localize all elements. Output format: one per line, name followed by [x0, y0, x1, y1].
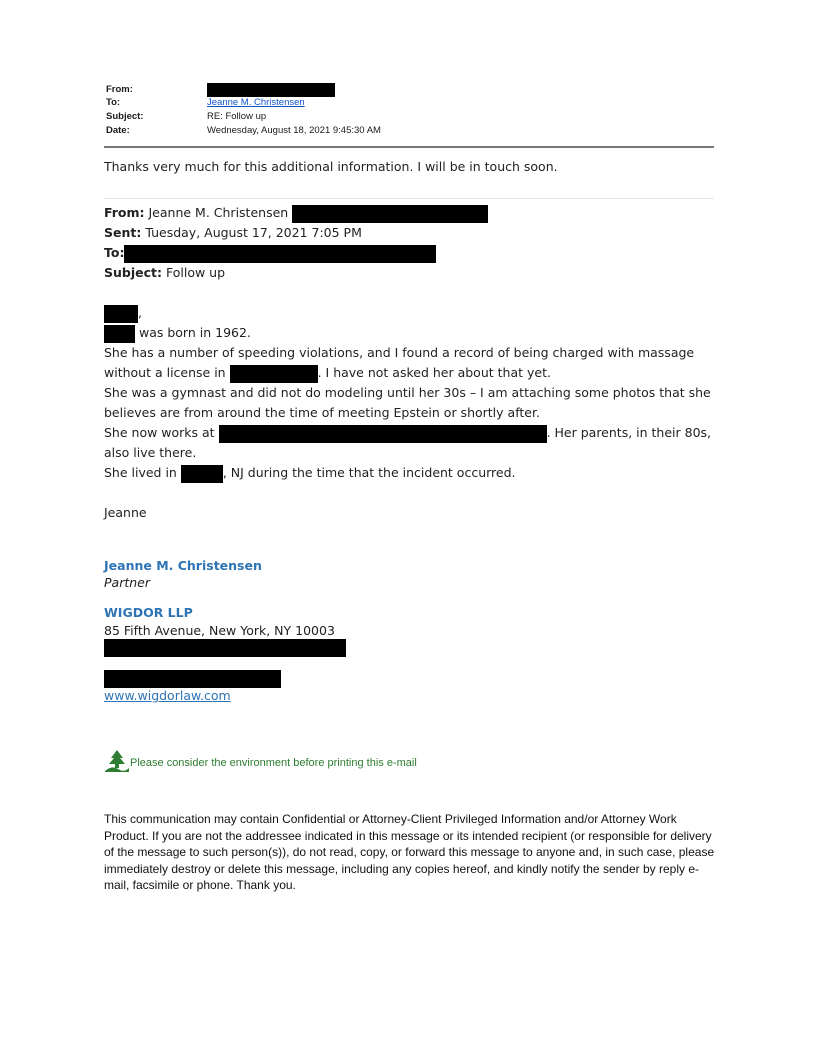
date-label: Date:: [106, 125, 130, 136]
signature-address: 85 Fifth Avenue, New York, NY 10003: [104, 623, 335, 638]
message-line-6b: . Her parents, in their 80s,: [546, 425, 712, 440]
redaction-greeting-name: [104, 305, 138, 323]
reply-text: Thanks very much for this additional information. I will be in touch soon.: [104, 159, 558, 174]
eco-note: Please consider the environment before printing this e-mail: [130, 757, 417, 769]
header-divider: [104, 146, 714, 148]
quoted-sent-value: Tuesday, August 17, 2021 7:05 PM: [145, 225, 362, 240]
message-line-8a: She lived in: [104, 465, 177, 480]
quoted-sent-line: [104, 223, 362, 243]
quoted-to-line: [104, 243, 436, 263]
redaction-name: [104, 325, 135, 343]
message-line-8: [104, 463, 516, 483]
subject-label: Subject:: [106, 111, 144, 122]
redaction-town: [181, 465, 223, 483]
message-line-1-text: was born in 1962.: [138, 325, 251, 340]
message-line-6: [104, 423, 711, 443]
message-line-8b: , NJ during the time that the incident occurred.: [222, 465, 516, 480]
disclaimer: This communication may contain Confidential or Attorney-Client Privileged Information and/or Attorney Work Product. If you are not the addressee indicated in this message or its intended recipient (or responsible for delivery of the message to such person(s)), do not read, copy, or forward this message to anyone and, in such case, please immediately destroy or delete this message, including any copies hereof, and kindly notify the sender by reply e-mail, facsimile or phone. Thank you.: [104, 812, 715, 892]
quoted-from-label: From:: [104, 205, 145, 220]
greeting-comma: ,: [138, 305, 142, 320]
redaction-workplace: [219, 425, 547, 443]
to-recipient-link[interactable]: Jeanne M. Christensen: [207, 97, 305, 108]
to-label: To:: [106, 97, 121, 108]
signature-firm: WIGDOR LLP: [104, 605, 193, 620]
from-label: From:: [106, 84, 133, 95]
message-line-4: She was a gymnast and did not do modeling until her 30s – I am attaching some photos that she: [104, 385, 711, 400]
greeting-line: [104, 303, 142, 323]
redaction-location: [230, 365, 318, 383]
quoted-subject-value: Follow up: [165, 265, 226, 280]
website-link[interactable]: www.wigdorlaw.com: [104, 688, 231, 703]
tree-icon: [104, 749, 130, 777]
message-line-3a: without a license in: [104, 365, 226, 380]
redaction-phone: [104, 639, 346, 657]
redaction-from: [207, 83, 335, 97]
message-line-2: She has a number of speeding violations, and I found a record of being charged with massage: [104, 345, 695, 360]
message-line-3b: . I have not asked her about that yet.: [317, 365, 551, 380]
quoted-to-label: To:: [104, 245, 125, 260]
message-line-7: also live there.: [104, 445, 197, 460]
message-line-3: [104, 363, 551, 383]
message-line-6a: She now works at: [104, 425, 215, 440]
quoted-sent-label: Sent:: [104, 225, 142, 240]
quoted-subject-label: Subject:: [104, 265, 162, 280]
subject-value: RE: Follow up: [207, 111, 267, 122]
date-value: Wednesday, August 18, 2021 9:45:30 AM: [207, 125, 381, 136]
quoted-from-value: Jeanne M. Christensen: [148, 205, 289, 220]
quote-divider: [104, 198, 714, 199]
signature-title: Partner: [104, 575, 150, 590]
quoted-subject-line: [104, 263, 225, 283]
message-line-1: [104, 323, 251, 343]
message-line-5: believes are from around the time of meeting Epstein or shortly after.: [104, 405, 540, 420]
signoff: Jeanne: [104, 505, 147, 520]
redaction-from-email: [292, 205, 488, 223]
quoted-from-line: [104, 203, 488, 223]
signature-name: Jeanne M. Christensen: [104, 558, 262, 573]
redaction-to: [124, 245, 436, 263]
